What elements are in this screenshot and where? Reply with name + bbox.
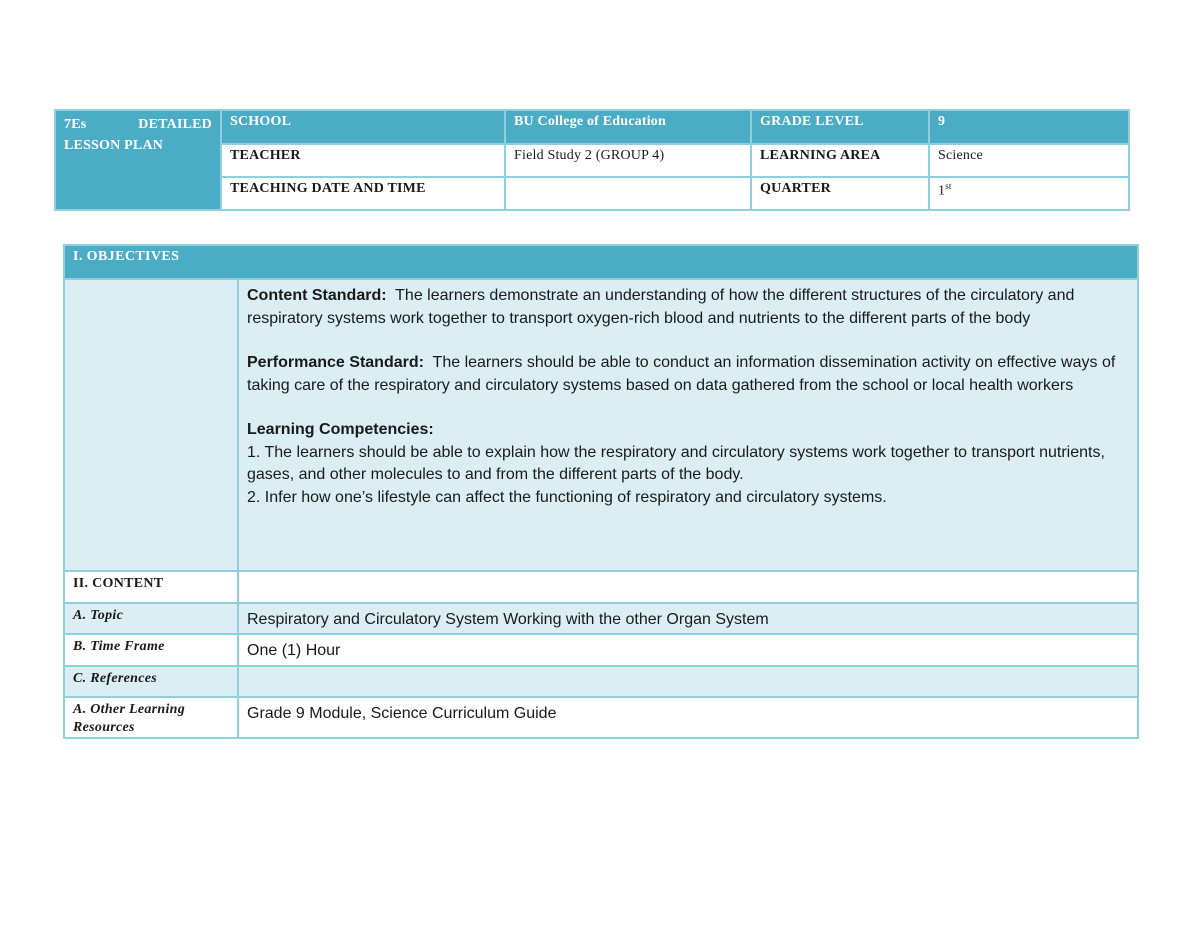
title-7es: 7Es xyxy=(64,117,87,132)
objectives-heading-row xyxy=(64,245,1138,279)
objectives-text-cell xyxy=(238,279,1138,571)
references-row xyxy=(64,666,1138,697)
quarter-label: QUARTER xyxy=(751,177,929,210)
learning-competencies-label: Learning Competencies: xyxy=(247,421,434,438)
learning-competencies xyxy=(247,419,1129,509)
lesson-plan-title xyxy=(55,110,221,210)
grade-level-label: GRADE LEVEL xyxy=(751,110,929,144)
teacher-value: Field Study 2 (GROUP 4) xyxy=(505,144,751,177)
objectives-body-row xyxy=(64,279,1138,571)
content-heading-value xyxy=(238,571,1138,603)
time-frame-row xyxy=(64,634,1138,666)
content-heading-row xyxy=(64,571,1138,603)
content-heading: II. CONTENT xyxy=(64,571,238,603)
competency-1: 1. The learners should be able to explain how the respiratory and circulatory systems work together to transport nutrients, gases, and other molecules to and from the different parts of the body. xyxy=(247,443,1105,483)
school-value: BU College of Education xyxy=(505,110,751,144)
performance-standard xyxy=(247,352,1129,397)
references-label: C. References xyxy=(64,666,238,697)
time-frame-label: B. Time Frame xyxy=(64,634,238,666)
other-resources-row xyxy=(64,697,1138,738)
objectives-heading: I. OBJECTIVES xyxy=(64,245,1138,279)
learning-area-label: LEARNING AREA xyxy=(751,144,929,177)
topic-label: A. Topic xyxy=(64,603,238,634)
school-label: SCHOOL xyxy=(221,110,505,144)
objectives-content-table xyxy=(63,244,1139,739)
teacher-label: TEACHER xyxy=(221,144,505,177)
learning-area-value: Science xyxy=(929,144,1129,177)
teaching-date-label: TEACHING DATE AND TIME xyxy=(221,177,505,210)
performance-standard-label: Performance Standard: xyxy=(247,354,424,371)
competency-2: 2. Infer how one’s lifestyle can affect the functioning of respiratory and circulatory systems. xyxy=(247,488,887,506)
other-resources-value: Grade 9 Module, Science Curriculum Guide xyxy=(238,697,1138,738)
references-value xyxy=(238,666,1138,697)
content-standard-text: The learners demonstrate an understanding of how the different structures of the circulatory and respiratory systems work together to transport oxygen-rich blood and nutrients to the different parts of the body xyxy=(247,287,1075,327)
grade-level-value: 9 xyxy=(929,110,1129,144)
quarter-number: 1 xyxy=(938,183,946,199)
quarter-suffix: st xyxy=(945,181,952,191)
title-detailed: DETAILED xyxy=(138,117,212,132)
other-resources-label: A. Other Learning Resources xyxy=(64,697,238,738)
topic-row xyxy=(64,603,1138,634)
content-standard-label: Content Standard: xyxy=(247,287,387,304)
performance-standard-text: The learners should be able to conduct an information dissemination activity on effective ways of taking care of the respiratory and circulatory systems based on data gathered from the school or local health workers xyxy=(247,354,1116,394)
teaching-date-value xyxy=(505,177,751,210)
content-standard xyxy=(247,285,1129,330)
objectives-empty-cell xyxy=(64,279,238,571)
title-lesson-plan: LESSON PLAN xyxy=(64,138,164,153)
quarter-value xyxy=(929,177,1129,210)
time-frame-value: One (1) Hour xyxy=(238,634,1138,666)
header-row-school xyxy=(55,110,1129,144)
topic-value: Respiratory and Circulatory System Working with the other Organ System xyxy=(238,603,1138,634)
lesson-plan-header-table xyxy=(54,109,1130,211)
